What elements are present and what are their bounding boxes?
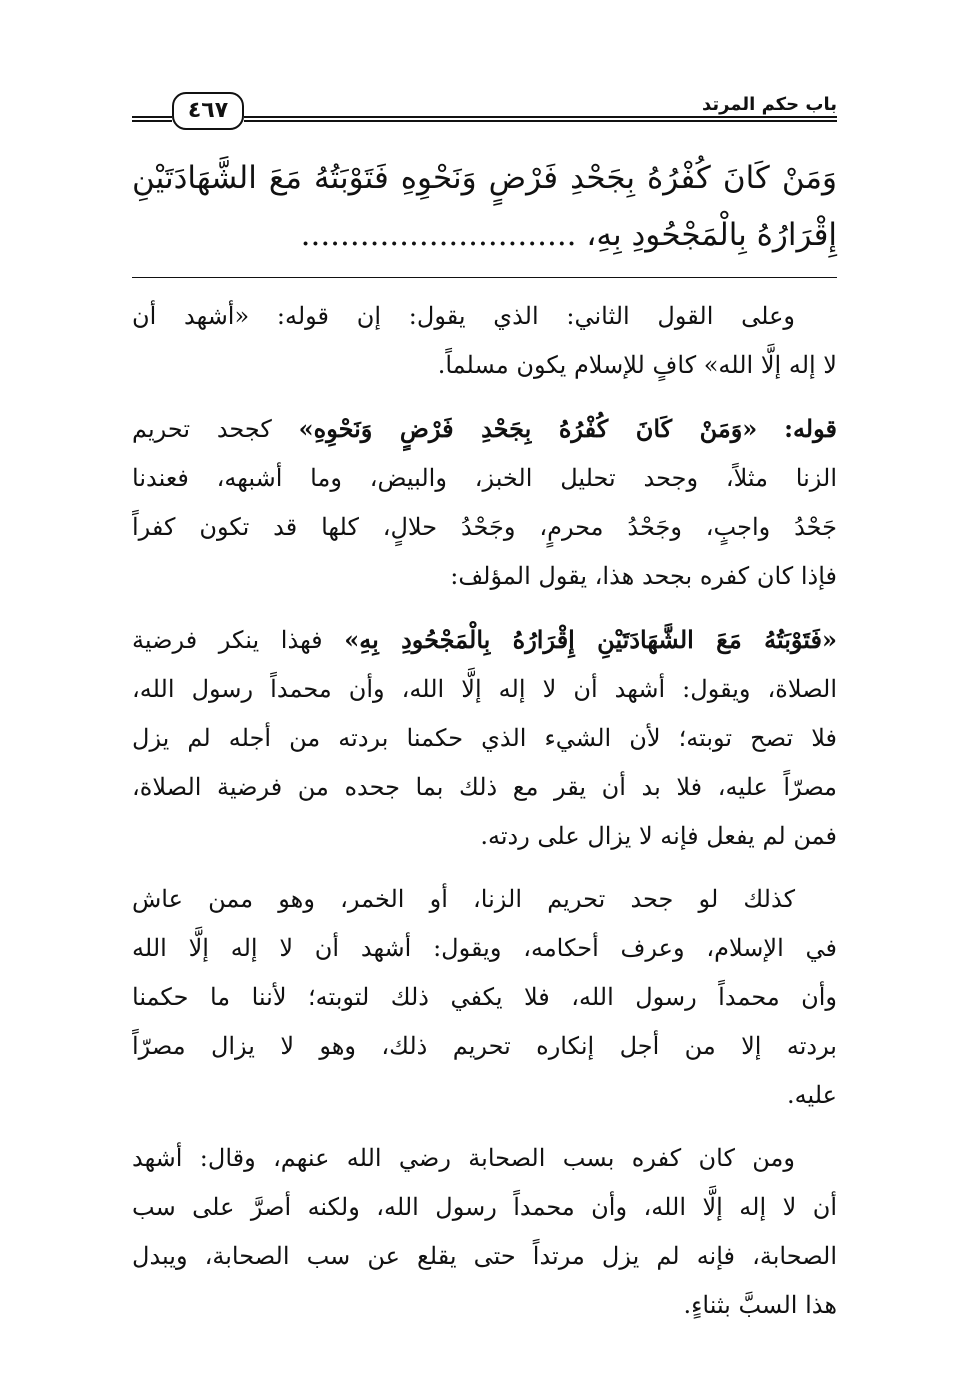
qawluhu-label: قوله:: [784, 414, 837, 443]
matn-text: [132, 150, 837, 264]
text-line: الصحابة، فإنه لم يزل مرتداً حتى يقلع عن سب الصحابة، ويبدل: [132, 1242, 837, 1270]
text-line: وأن محمداً رسول الله، فلا يكفي ذلك لتوبته؛ لأننا ما حكمنا: [132, 983, 837, 1011]
paragraph: [132, 292, 837, 390]
paragraph: [132, 404, 837, 601]
chapter-title: باب حكم المرتد: [701, 94, 837, 115]
running-header: [132, 92, 837, 138]
text-line: وعلى القول الثاني: الذي يقول: إن قوله: «أشهد أن: [132, 302, 795, 330]
matn-separator-rule: [132, 277, 837, 278]
text-line: فمن لم يفعل فإنه لا يزال على ردته.: [480, 822, 837, 850]
text-line: جَحْدُ واجبٍ، وجَحْدُ محرمٍ، وجَحْدُ حلالٍ، كلها قد تكون كفراً: [132, 513, 837, 541]
paragraph: [132, 875, 837, 1120]
text-line: مصرّاً عليه، فلا بد أن يقر مع ذلك بما جحده من فرضية الصلاة،: [132, 773, 837, 801]
text-line: عليه.: [786, 1081, 837, 1109]
text-line: هذا السبَّ بثناءٍ.: [683, 1291, 837, 1319]
text-line: لا إله إلَّا الله» كافٍ للإسلام يكون مسلماً.: [437, 351, 837, 379]
text-line: أن لا إله إلَّا الله، وأن محمداً رسول الله، ولكنه أصرَّ على سب: [132, 1193, 837, 1221]
text-line: الصلاة، ويقول: أشهد أن لا إله إلَّا الله، وأن محمداً رسول الله،: [132, 675, 837, 703]
text-run: فهذا ينكر فرضية: [132, 626, 323, 654]
text-line: بردته إلا من أجل إنكاره تحريم ذلك، وهو لا يزال مصرّاً: [132, 1032, 837, 1060]
paragraph: [132, 615, 837, 861]
text-line: فلا تصح توبته؛ لأن الشيء الذي حكمنا بردته من أجله لم يزل: [132, 724, 837, 752]
text-run: كجحد تحريم: [132, 415, 272, 443]
header-rule-left: [132, 116, 172, 122]
text-line: في الإسلام، وعرف أحكامه، ويقول: أشهد أن لا إله إلَّا الله: [132, 934, 837, 962]
header-rule-right: [244, 116, 837, 122]
text-line: كذلك لو جحد تحريم الزنا، أو الخمر، وهو ممن عاش: [132, 885, 795, 913]
matn-quote: «وَمَنْ كَانَ كُفْرُهُ بِجَحْدِ فَرْضٍ وَنَحْوِهِ»: [298, 414, 758, 443]
matn-line: وَمَنْ كَانَ كُفْرُهُ بِجَحْدِ فَرْضٍ وَنَحْوِهِ فَتَوْبَتُهُ مَعَ الشَّهَادَتَيْنِ: [132, 160, 837, 196]
text-line: [132, 404, 837, 454]
text-line: الزنا مثلاً، وجحد تحليل الخبز، والبيض، وما أشبهه، فعندنا: [132, 464, 837, 492]
text-line: فإذا كان كفره بجحد هذا، يقول المؤلف:: [450, 562, 837, 590]
matn-line: إِقْرَارُهُ بِالْمَجْحُودِ بِهِ، ............................: [300, 217, 837, 253]
commentary: [132, 292, 837, 1344]
text-line: [132, 615, 837, 665]
page-number: ٤٦٧: [172, 92, 244, 130]
paragraph: [132, 1134, 837, 1330]
text-line: ومن كان كفره بسب الصحابة رضي الله عنهم، وقال: أشهد: [132, 1144, 795, 1172]
matn-quote: «فَتَوْبَتُهُ مَعَ الشَّهَادَتَيْنِ إِقْرَارُهُ بِالْمَجْحُودِ بِهِ»: [344, 625, 837, 654]
